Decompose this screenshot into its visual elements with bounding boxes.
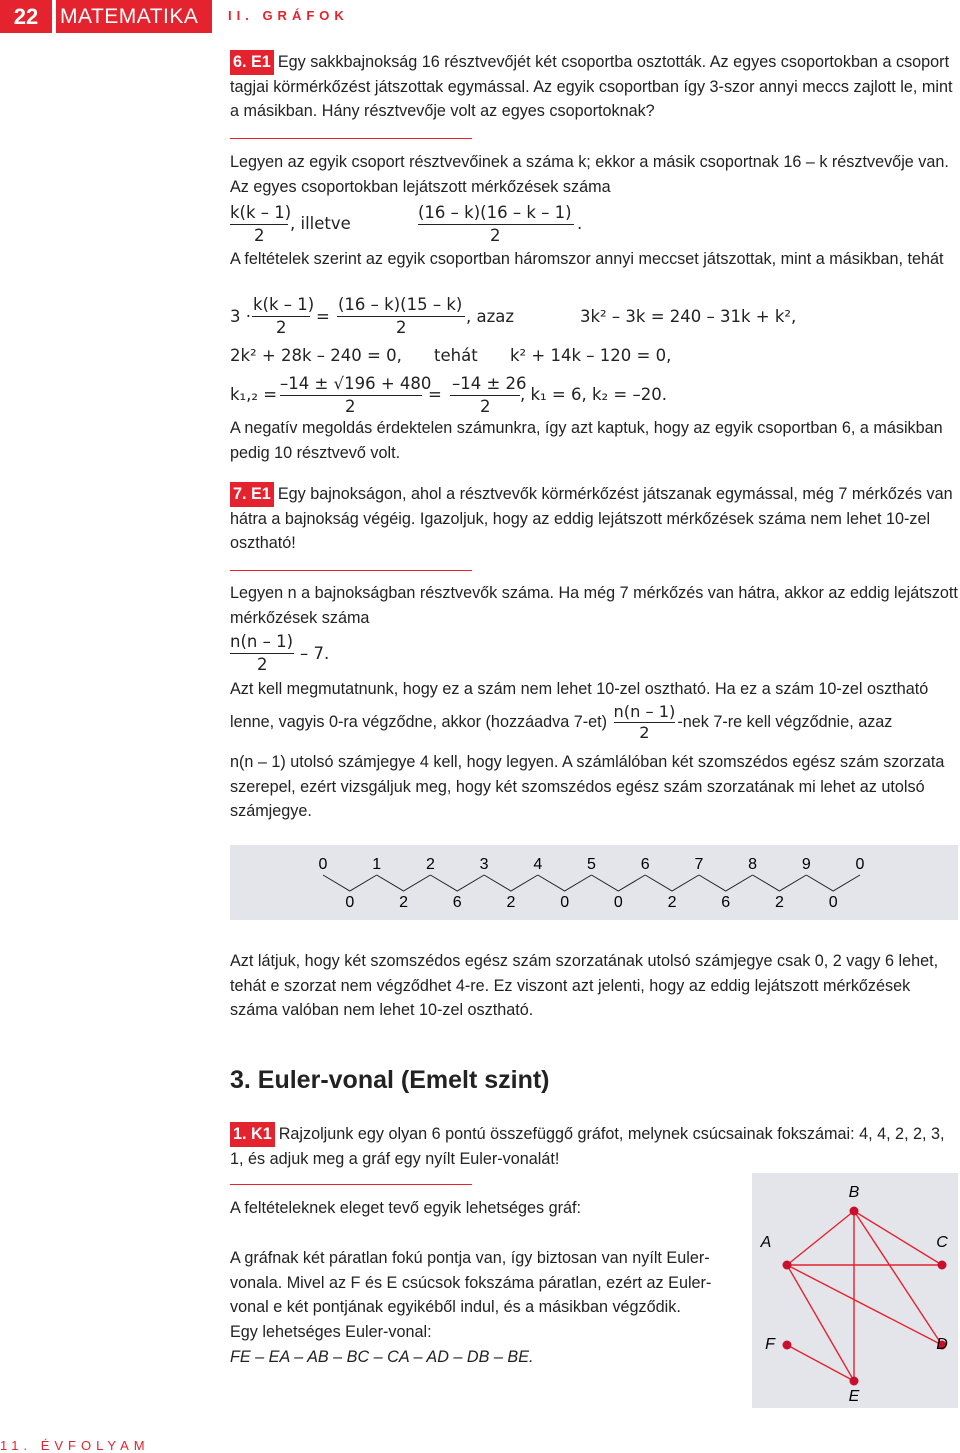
digit-top: 5 xyxy=(587,856,596,873)
graph-edge-DB xyxy=(854,1211,942,1345)
problem-7-text: Egy bajnokságon, ahol a résztvevők körmérkőzést játszanak egymással, még 7 mérkőzés van hátra a bajnokság végéig. Igazoljuk, hogy az eddig lejátszott mérkőzések száma nem lehet 10-zel osztható! xyxy=(230,485,953,552)
euler-path: FE – EA – AB – BC – CA – AD – DB – BE. xyxy=(230,1348,534,1366)
pair-connector xyxy=(753,875,807,891)
eq3-numerator-2: –14 ± 26 xyxy=(452,374,527,393)
graph-vertex-A xyxy=(783,1261,792,1270)
vertex-label-B: B xyxy=(848,1184,860,1201)
problem-7-solution-3: n(n – 1) utolsó számjegye 4 kell, hogy legyen. A számlálóban két szomszédos egész szám szorzata szerepel, ezért vizsgáljuk meg, hogy két szomszédos egész szám szorzatának mi lehet az utolsó számjegye. xyxy=(230,753,945,820)
digit-product: 0 xyxy=(613,894,623,911)
fraction-2-numerator: (16 – k)(16 – k – 1) xyxy=(418,203,572,222)
eq3-denominator-1: 2 xyxy=(345,397,356,416)
fraction-2-end: . xyxy=(577,214,583,233)
p7-inline-denominator: 2 xyxy=(639,722,650,742)
divider xyxy=(230,570,472,571)
fraction-bar xyxy=(230,224,288,225)
pair-connector xyxy=(323,875,377,891)
eq2-right: k² + 14k – 120 = 0, xyxy=(510,346,672,365)
problem-1-tag: 1. K1 xyxy=(230,1122,275,1147)
problem-1-solution-1: A feltételeknek eleget tevő egyik lehetséges gráf: xyxy=(230,1199,581,1217)
fraction-bar xyxy=(252,316,310,317)
subject-title: MATEMATIKA xyxy=(56,0,212,33)
digit-top: 1 xyxy=(372,856,382,873)
p7-fraction-numerator: n(n – 1) xyxy=(230,632,294,651)
digit-product-table xyxy=(230,845,958,920)
problem-6-text: Egy sakkbajnokság 16 résztvevőjét két csoportba osztották. Az egyes csoportokban a csoport tagjai körmérkőzést játszottak egymással. Az egyik csoportban így 3-szor annyi meccs zajlott le, mint a másikban. Hány résztvevője volt az egyes csoportoknak? xyxy=(230,53,953,120)
p7-sol2-text: Azt kell megmutatnunk, hogy ez a szám nem lehet 10-zel osztható. Ha ez a szám 10-zel osztható lenne, vagyis 0-ra végződne, akkor (hozzáadva 7-et) xyxy=(230,680,929,731)
pair-connector xyxy=(699,875,753,891)
eq2-left: 2k² + 28k – 240 = 0, xyxy=(230,346,402,365)
graph-vertex-F xyxy=(783,1341,792,1350)
problem-6-tag: 6. E1 xyxy=(230,50,274,75)
vertex-label-E: E xyxy=(848,1388,860,1405)
digit-top: 0 xyxy=(855,856,865,873)
digit-product: 2 xyxy=(506,894,516,911)
digit-product: 0 xyxy=(560,894,570,911)
eq1-equals: = xyxy=(316,307,330,326)
pair-connector xyxy=(592,875,646,891)
section-heading: 3. Euler-vonal (Emelt szint) xyxy=(230,1066,550,1094)
problem-1-solution-2: A gráfnak két páratlan fokú pontja van, így biztosan van nyílt Euler-vonala. Mivel az F és E csúcsok fokszáma páratlan, ezért az Euler-vonal e két pontjának egyikéből indul, és a másikban végződik. xyxy=(230,1249,712,1316)
fraction-bar xyxy=(230,653,294,654)
section-label: II. GRÁFOK xyxy=(228,8,349,23)
p7-inline-numerator: n(n – 1) xyxy=(613,701,676,721)
pair-connector xyxy=(377,875,431,891)
digit-product: 2 xyxy=(774,894,784,911)
pair-connector xyxy=(645,875,699,891)
eq1-mid: , azaz xyxy=(466,307,515,326)
eq1-denominator-1: 2 xyxy=(276,318,287,337)
problem-7-solution-2 xyxy=(230,677,958,743)
eq1-denominator-2: 2 xyxy=(396,318,407,337)
eq1-right: 3k² – 3k = 240 – 31k + k², xyxy=(580,307,797,326)
eq3-right: , k₁ = 6, k₂ = –20. xyxy=(520,385,667,404)
digit-top: 8 xyxy=(748,856,758,873)
eq3-equals: = xyxy=(428,385,442,404)
divider xyxy=(230,1184,472,1185)
eq1-prefix: 3 · xyxy=(230,307,251,326)
fraction-bar xyxy=(280,395,422,396)
problem-7-solution-4: Azt látjuk, hogy két szomszédos egész szám szorzatának utolsó számjegye csak 0, 2 vagy 6 lehet, tehát e szorzat nem végződhet 4-re. Ez viszont azt jelenti, hogy az eddig lejátszott mérkőzések száma valóban nem lehet 10-zel osztható. xyxy=(230,952,939,1019)
graph-vertex-E xyxy=(850,1377,859,1386)
eq2-mid: tehát xyxy=(434,346,478,365)
digit-diagram xyxy=(230,845,958,920)
graph-vertex-B xyxy=(850,1207,859,1216)
problem-1-solution-3: Egy lehetséges Euler-vonal: xyxy=(230,1323,432,1341)
vertex-label-D: D xyxy=(936,1336,948,1353)
fraction-2-denominator: 2 xyxy=(490,226,501,245)
digit-product: 0 xyxy=(828,894,838,911)
eq3-lhs: k₁,₂ = xyxy=(230,385,278,404)
fraction-1-numerator: k(k – 1) xyxy=(230,203,292,222)
vertex-label-A: A xyxy=(760,1234,772,1251)
digit-top: 0 xyxy=(318,856,328,873)
graph-edge-BC xyxy=(854,1211,942,1265)
eq1-numerator-1: k(k – 1) xyxy=(253,295,315,314)
digit-product: 0 xyxy=(345,894,355,911)
problem-1-text: Rajzoljunk egy olyan 6 pontú összefüggő gráfot, melynek csúcsainak fokszámai: 4, 4, 2, 2, 3, 1, és adjuk meg a gráf egy nyílt Euler-vonalát! xyxy=(230,1125,945,1168)
pair-connector xyxy=(430,875,484,891)
problem-6-solution-1: Legyen az egyik csoport résztvevőinek a száma k; ekkor a másik csoportnak 16 – k résztvevője van. Az egyes csoportokban lejátszott mérkőzések száma xyxy=(230,153,949,196)
graph-vertex-C xyxy=(938,1261,947,1270)
digit-top: 7 xyxy=(694,856,704,873)
problem-7-statement xyxy=(230,482,958,556)
problem-6-statement xyxy=(230,50,958,124)
divider xyxy=(230,138,472,139)
graph-edge-AB xyxy=(787,1211,854,1265)
pair-connector xyxy=(538,875,592,891)
vertex-label-F: F xyxy=(765,1336,775,1353)
fraction-bar xyxy=(418,224,574,225)
digit-product: 2 xyxy=(399,894,409,911)
digit-top: 4 xyxy=(533,856,543,873)
digit-top: 6 xyxy=(640,856,650,873)
footer-grade: 11. ÉVFOLYAM xyxy=(0,1438,150,1453)
pair-connector xyxy=(806,875,860,891)
graph-svg xyxy=(752,1173,958,1408)
problem-6-solution-2: A feltételek szerint az egyik csoportban háromszor annyi meccset játszottak, mint a másikban, tehát xyxy=(230,250,944,268)
pair-connector xyxy=(484,875,538,891)
problem-1-statement xyxy=(230,1122,958,1171)
graph-figure xyxy=(752,1173,958,1408)
p7-fraction-denominator: 2 xyxy=(257,655,268,674)
digit-top: 9 xyxy=(801,856,811,873)
fraction-1-denominator: 2 xyxy=(254,226,265,245)
p7-fraction-tail: – 7. xyxy=(300,644,330,663)
page-number: 22 xyxy=(0,0,52,33)
eq3-denominator-2: 2 xyxy=(480,397,491,416)
digit-product: 6 xyxy=(721,894,731,911)
digit-top: 2 xyxy=(425,856,435,873)
vertex-label-C: C xyxy=(936,1234,948,1251)
problem-7-tag: 7. E1 xyxy=(230,482,274,507)
digit-top: 3 xyxy=(479,856,489,873)
digit-product: 2 xyxy=(667,894,677,911)
eq1-numerator-2: (16 – k)(15 – k) xyxy=(338,295,463,314)
p7-sol2-tail: -nek 7-re kell végződnie, azaz xyxy=(677,712,893,731)
eq3-numerator-1: –14 ± √196 + 480 xyxy=(280,374,432,393)
fraction-bar xyxy=(450,395,520,396)
fraction-separator: , illetve xyxy=(290,214,351,233)
problem-6-solution-3: A negatív megoldás érdektelen számunkra, így azt kaptuk, hogy az egyik csoportban 6, a másikban pedig 10 résztvevő volt. xyxy=(230,419,943,462)
problem-7-solution-1: Legyen n a bajnokságban résztvevők száma. Ha még 7 mérkőzés van hátra, akkor az eddig lejátszott mérkőzések száma xyxy=(230,584,958,627)
fraction-bar xyxy=(337,316,465,317)
digit-product: 6 xyxy=(452,894,462,911)
